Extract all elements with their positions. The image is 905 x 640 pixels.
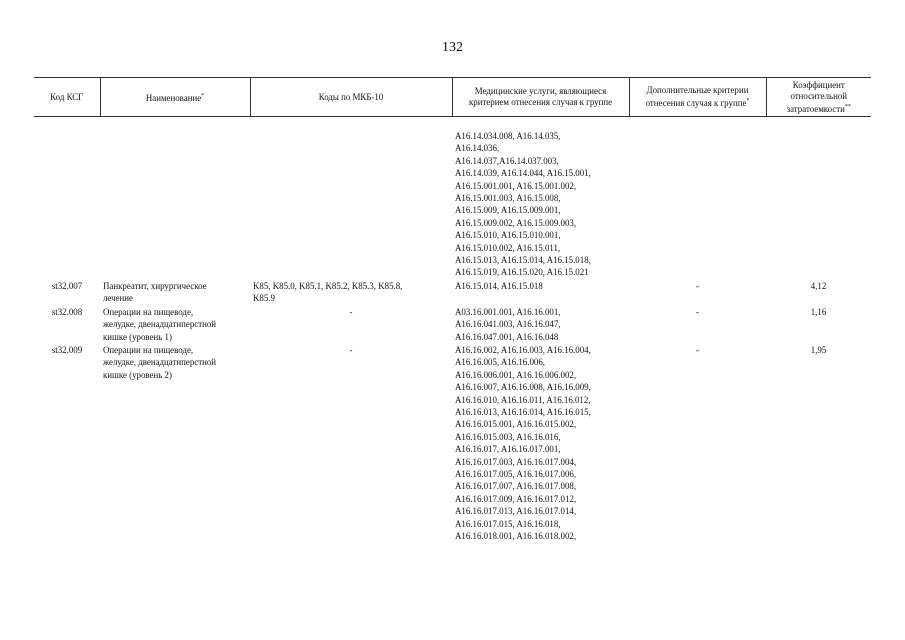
- ksg-table: [34, 77, 871, 542]
- header-mkb: Коды по МКБ-10: [250, 78, 452, 117]
- cell-criteria: -: [696, 306, 699, 317]
- cell-criteria: -: [696, 280, 699, 291]
- cell-mkb: [250, 129, 452, 279]
- cell-code: st32.008: [51, 306, 83, 317]
- cell-name: Панкреатит, хирургическое лечение: [103, 280, 207, 304]
- cell-mkb: -: [349, 306, 353, 317]
- cell-mkb: -: [349, 344, 353, 355]
- header-code: Код КСГ: [34, 78, 100, 117]
- cell-services: A16.15.014, A16.15.018: [455, 280, 543, 291]
- cell-coef: [766, 129, 871, 279]
- header-coef: Коэффициент относительной затратоемкости**: [766, 78, 871, 117]
- cell-mkb: K85, K85.0, K85.1, K85.2, K85.3, K85.8, K85.9: [253, 280, 403, 304]
- continuation-row: [34, 129, 871, 279]
- cell-code: st32.009: [51, 344, 83, 355]
- table-header: [34, 78, 871, 117]
- cell-criteria: -: [696, 344, 699, 355]
- page-number: 132: [442, 40, 463, 55]
- header-criteria: Дополнительные критерии отнесения случая к группе*: [629, 78, 766, 117]
- cell-services: A16.16.002, A16.16.003, A16.16.004, A16.16.005, A16.16.006, A16.16.006.001, A16.16.006.002, A16.16.007, A16.16.008, A16.16.009, A16.16.010, A16.16.011, A16.16.012, A16.16.013, A16.16.014, A16.16.015, A16.16.015.001, A16.16.015.002, A16.16.015.003, A16.16.016, A16.16.017, A16.16.017.001, A16.16.017.003, A16.16.017.004, A16.16.017.005, A16.16.017.006, A16.16.017.007, A16.16.017.008, A16.16.017.009, A16.16.017.012, A16.16.017.013, A16.16.017.014, A16.16.017.015, A16.16.018, A16.16.018.001, A16.16.018.002,: [455, 344, 591, 541]
- table-row: [34, 305, 871, 343]
- cell-criteria: [629, 129, 766, 279]
- cell-code: st32.007: [51, 280, 83, 291]
- header-services: Медицинские услуги, являющиеся критерием отнесения случая к группе: [452, 78, 629, 117]
- header-row: [34, 78, 871, 117]
- cell-services: A16.14.034.008, A16.14.035, A16.14.036, A16.14.037,A16.14.037.003, A16.14.039, A16.14.044, A16.15.001, A16.15.001.001, A16.15.001.002, A16.15.001.003, A16.15.008, A16.15.009, A16.15.009.001, A16.15.009.002, A16.15.009.003, A16.15.010, A16.15.010.001, A16.15.010.002, A16.15.011, A16.15.013, A16.15.014, A16.15.018, A16.15.019, A16.15.020, A16.15.021: [455, 131, 591, 278]
- cell-name: Операции на пищеводе, желудке, двенадцатиперстной кишке (уровень 1): [103, 306, 217, 342]
- table-row: [34, 343, 871, 543]
- cell-name: [100, 129, 250, 279]
- cell-coef: 4,12: [810, 280, 827, 291]
- table-body: [34, 117, 871, 543]
- header-name: Наименование*: [100, 78, 250, 117]
- cell-coef: 1,16: [810, 306, 827, 317]
- cell-name: Операции на пищеводе, желудке, двенадцатиперстной кишке (уровень 2): [103, 344, 217, 380]
- cell-coef: 1,95: [810, 344, 827, 355]
- cell-code: [34, 129, 100, 279]
- cell-services: A03.16.001.001, A16.16.001, A16.16.041.003, A16.16.047, A16.16.047.001, A16.16.048: [455, 306, 561, 342]
- table-row: [34, 279, 871, 305]
- spacer-row: [34, 117, 871, 130]
